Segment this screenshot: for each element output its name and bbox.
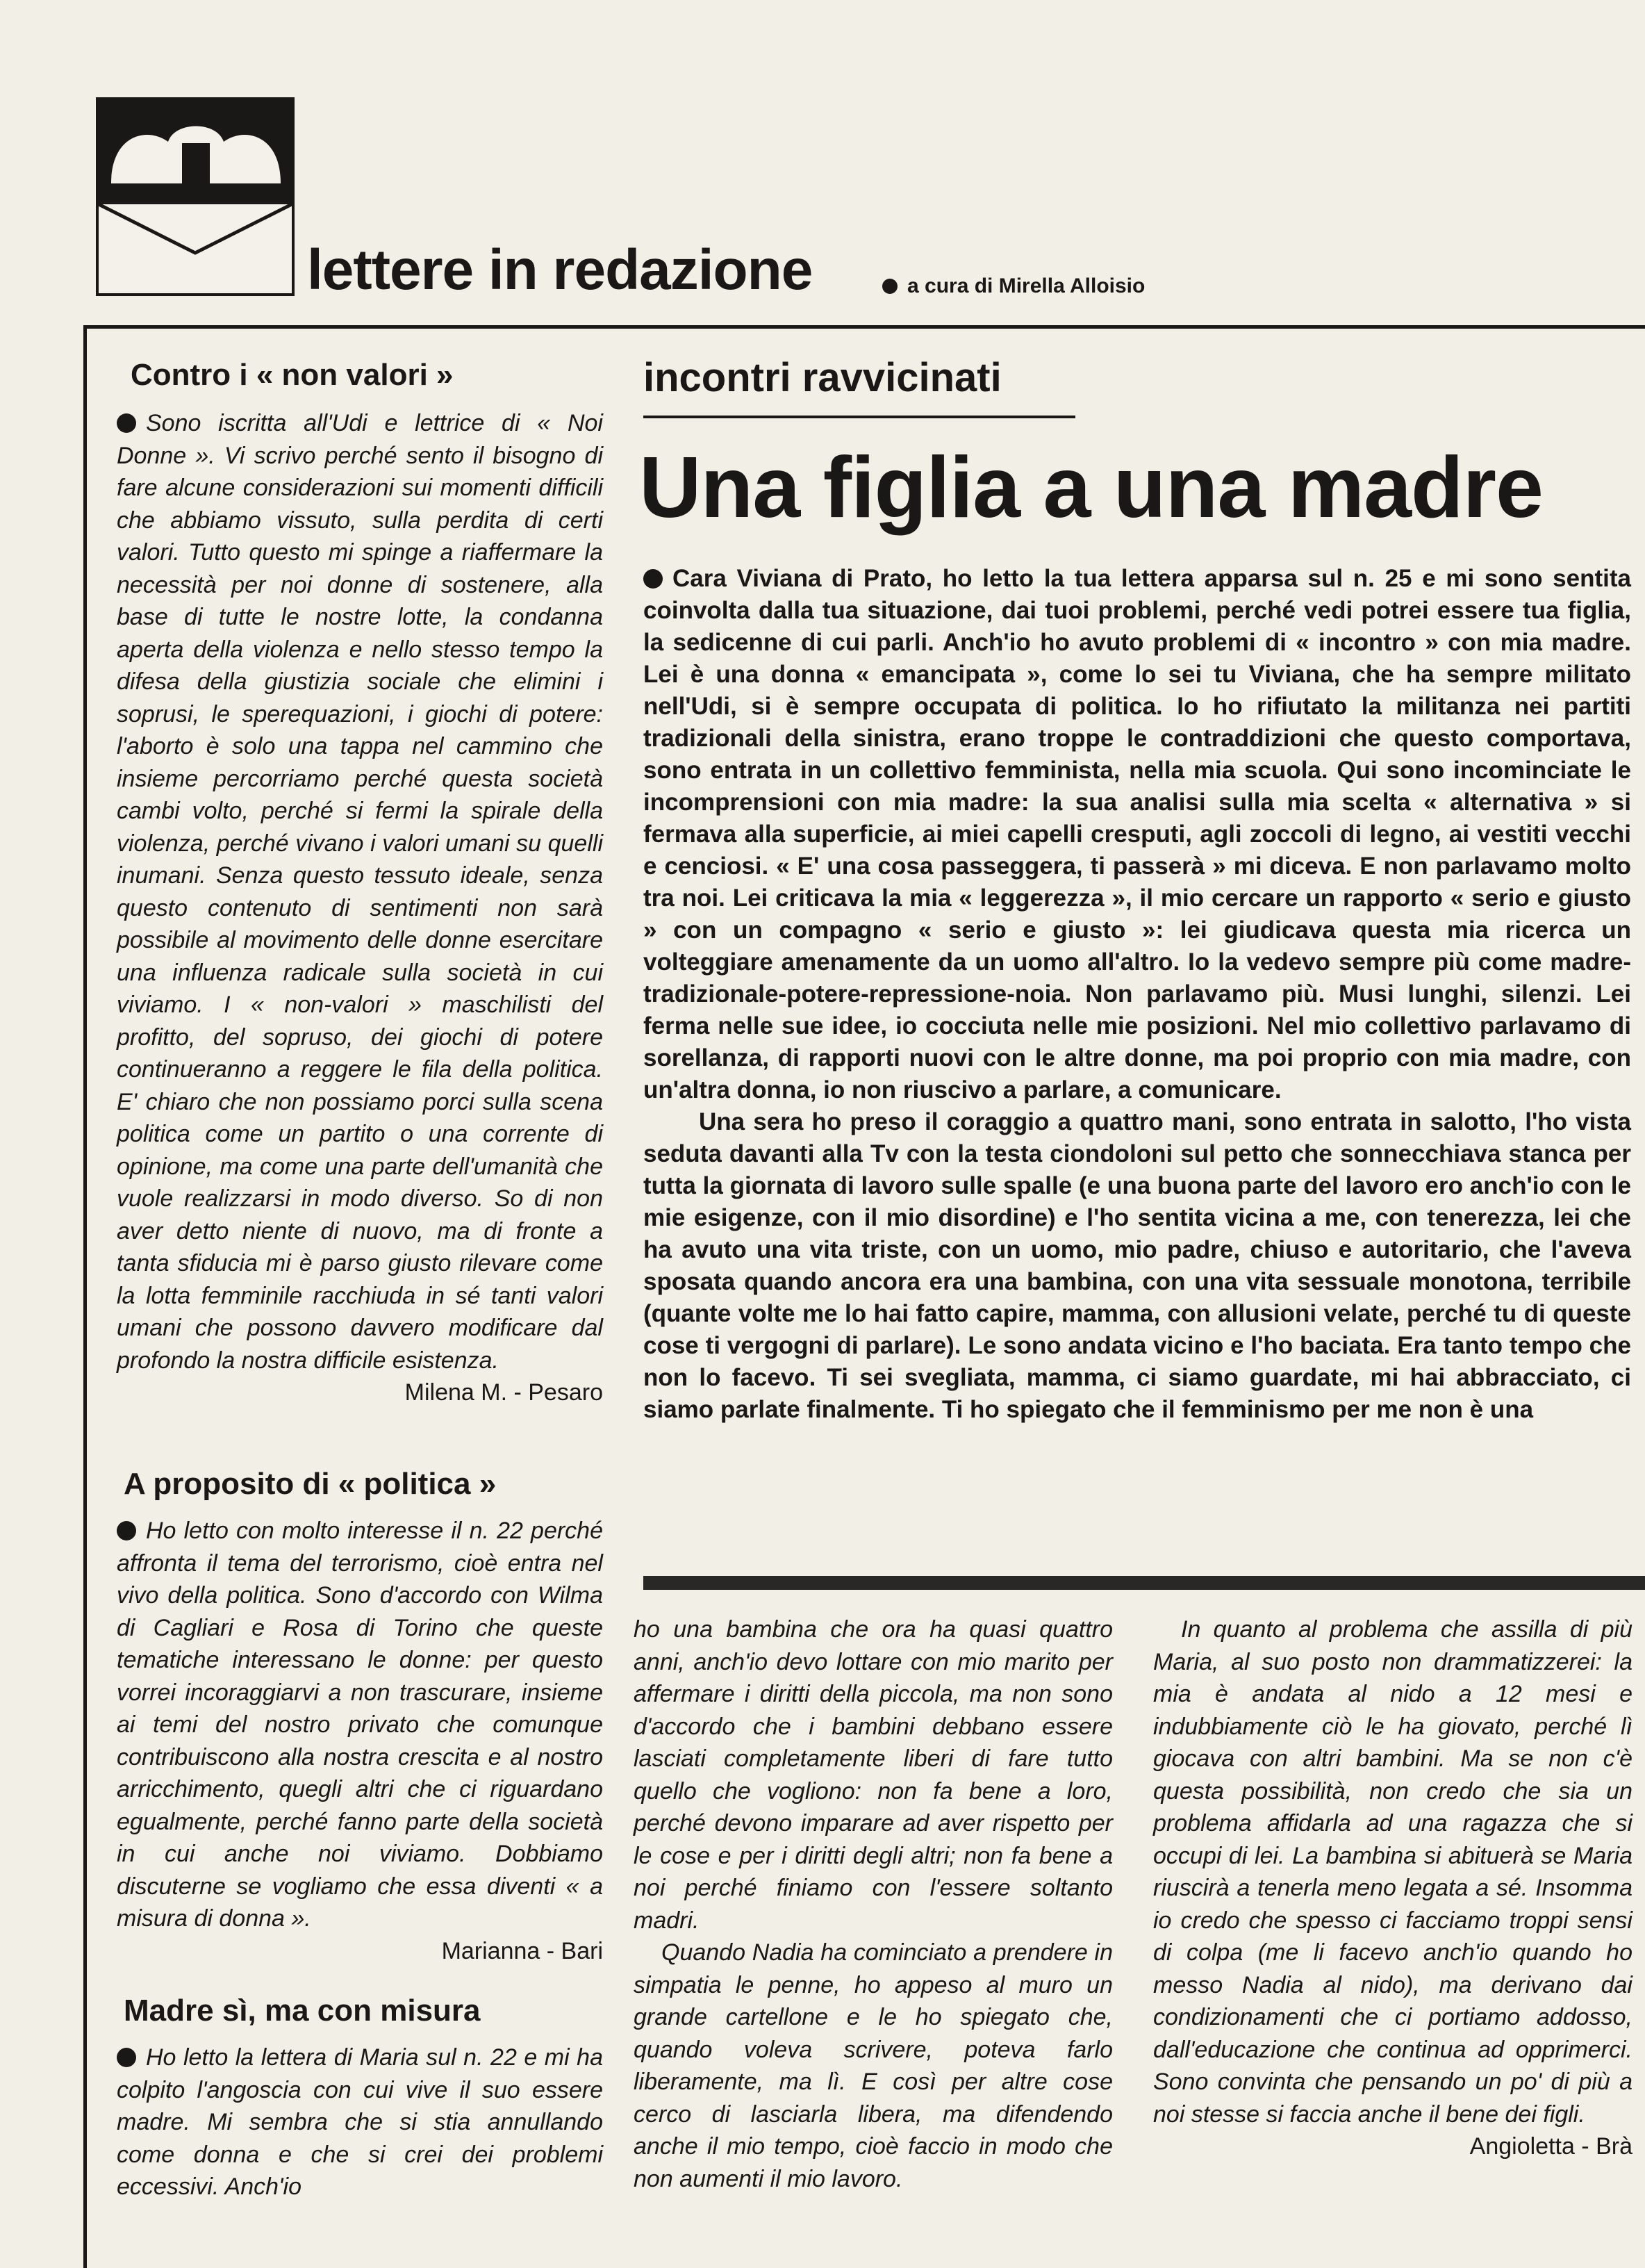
bullet-icon bbox=[882, 279, 898, 294]
letter-heading: A proposito di « politica » bbox=[124, 1467, 497, 1501]
bullet-icon bbox=[117, 2048, 136, 2067]
section-title: lettere in redazione bbox=[307, 238, 813, 302]
letter-madre bbox=[117, 1994, 603, 2203]
letter-heading: Madre sì, ma con misura bbox=[124, 1994, 481, 2028]
credit-text: a cura di Mirella Alloisio bbox=[907, 274, 1146, 297]
letter-body: Ho letto con molto interesse il n. 22 perché affronta il tema del terrorismo, cioè entra nel vivo della politica. Sono d'accordo con Wilma di Cagliari e Rosa di Torino che queste tematiche interessano le donne: per questo vorrei incoraggiarvi a non trascurare, insieme ai temi del nostro privato che comunque contribuiscono alla nostra crescita e al nostro arricchimento, quegli altri che ci riguardano egualmente, perché fanno parte della società in cui anche noi viviamo. Dobbiamo discuterne se vogliamo che essa diventi « a misura di donna ». bbox=[117, 1518, 603, 1932]
article-paragraph: In quanto al problema che assilla di più Maria, al suo posto non drammatizzerei: la mia è andata al nido a 12 mesi e indubbiamente ciò le ha giovato, perché lì giocava con altri bambini. Ma se non c'è questa possibilità, non credo che sia un problema affidarla ad una ragazza che si occupi di lei. La bambina si abituerà se Maria riuscirà a tenerla meno legata a sé. Insomma io credo che spesso ci facciamo troppi sensi di colpa (me li facevo anch'io quando ho messo Nadia al nido), ma derivano dai condizionamenti che ci portiamo addosso, dall'educazione che continua ad opprimerci. Sono convinta che pensando un po' di più a noi stesse si faccia anche il bene dei figli. bbox=[1153, 1616, 1632, 2128]
top-rule bbox=[83, 325, 1645, 329]
letter-signature: Milena M. - Pesaro bbox=[404, 1379, 603, 1406]
letter-body: Ho letto la lettera di Maria sul n. 22 e mi ha colpito l'angoscia con cui vive il suo essere madre. Mi sembra che si stia annullando come donna e che si crei dei problemi eccessivi. Anch'io bbox=[117, 2044, 603, 2201]
envelope-icon bbox=[99, 100, 292, 293]
article-paragraph: Una sera ho preso il coraggio a quattro mani, sono entrata in salotto, l'ho vista seduta davanti alla Tv con la testa ciondoloni sul petto che sonnecchiava stanca per tutta la giornata di lavoro sulle spalle (e una buona parte del lavoro ero anch'io con le mie esigenze, con il mio disordine) e l'ho sentita vicina a me, con tenerezza, lei che ha avuto una vita triste, con un uomo, mio padre, chiuso e autoritario, che l'aveva sposata quando ancora era una bambina, con una vita sessuale monotona, terribile (quante volte me lo hai fatto capire, mamma, con allusioni velate, perché tu di queste cose ti vergogni di parlare). Le sono andata vicino e l'ho baciata. Era tanto tempo che non lo facevo. Ti sei svegliata, mamma, ci siamo guardate, mi hai abbracciato, ci siamo parlate finalmente. Ti ho spiegato che il femminismo per me non è una bbox=[643, 1108, 1631, 1423]
article-body bbox=[643, 563, 1631, 1426]
letter-signature: Marianna - Bari bbox=[441, 1937, 603, 1964]
article-column-3 bbox=[1153, 1613, 1632, 2162]
letter-politica bbox=[117, 1468, 603, 1967]
article-rubric: incontri ravvicinati bbox=[643, 355, 1002, 400]
article-column-2 bbox=[634, 1613, 1113, 2195]
article-paragraph: ho una bambina che ora ha quasi quattro anni, anch'io devo lottare con mio marito per affermare i diritti della piccola, ma non sono d'accordo che i bambini debbano essere lasciati completamente liberi di fare tutto quello che vogliono: non fa bene a loro, perché devono imparare ad aver rispetto per le cose e per i diritti degli altri; non fa bene a noi perché finiamo con l'essere soltanto madri. bbox=[634, 1616, 1113, 1934]
bullet-icon bbox=[643, 569, 663, 589]
rubric-rule bbox=[643, 416, 1075, 418]
article-headline: Una figlia a una madre bbox=[639, 440, 1544, 536]
article-paragraph: Cara Viviana di Prato, ho letto la tua lettera apparsa sul n. 25 e mi sono sentita coinvolta dalla tua situazione, dai tuoi problemi, perché vedi potrei essere tua figlia, la sedicenne di cui parli. Anch'io ho avuto problemi di « incontro » con mia madre. Lei è una donna « emancipata », come lo sei tu Viviana, che ha sempre militato nell'Udi, si è sempre occupata di politica. Io ho rifiutato la militanza nei partiti tradizionali della sinistra, erano troppe le contraddizioni che questo comportava, sono entrata in un collettivo femminista, nella mia scuola. Qui sono incominciate le incomprensioni con mia madre: la sua analisi sulla mia scelta « alternativa » si fermava alla superficie, ai miei capelli cresputi, agli zoccoli di legno, ai vestiti vecchi e cenciosi. « E' una cosa passeggera, ti passerà » mi diceva. E non parlavamo molto tra noi. Lei criticava la mia « leggerezza », il mio cercare un rapporto « serio e giusto » con un compagno « serio e giusto »: lei giudicava questa mia ricerca un volteggiare amenamente da un uomo all'altro. Io la vedevo sempre più come madre-tradizionale-potere-repressione-noia. Non parlavamo più. Musi lunghi, silenzi. Lei ferma nelle sue idee, io cocciuta nelle mie posizioni. Nel mio collettivo parlavamo di sorellanza, di rapporti nuovi con le altre donne, ma poi proprio con mia madre, con un'altra donna, io non riuscivo a parlare, a comunicare. bbox=[643, 565, 1631, 1103]
letter-non-valori bbox=[117, 359, 603, 1408]
article-signature: Angioletta - Brà bbox=[1469, 2133, 1632, 2160]
column-divider-bar bbox=[643, 1576, 1645, 1590]
bullet-icon bbox=[117, 413, 136, 433]
letter-body: Sono iscritta all'Udi e lettrice di « Noi Donne ». Vi scrivo perché sento il bisogno di fare alcune considerazioni sui momenti difficili che abbiamo vissuto, sulla perdita di certi valori. Tutto questo mi spinge a riaffermare la necessità per noi donne di sostenere, alla base di tutte le nostre lotte, la condanna aperta della violenza e nello stesso tempo la difesa della giustizia sociale che elimini i soprusi, le sperequazioni, i giochi di potere: l'aborto è solo una tappa nel cammino che insieme percorriamo perché questa società cambi volto, perché si fermi la spirale della violenza, perché vivano i valori umani su quelli inumani. Senza questo tessuto ideale, senza questo contenuto di sentimenti non sarà possibile al movimento delle donne esercitare una influenza radicale sulla società in cui viviamo. I « non-valori » maschilisti del profitto, del sopruso, dei giochi di potere continueranno a reggere le fila della politica. E' chiaro che non possiamo porci sulla scena politica come un partito o una corrente di opinione, ma come una parte dell'umanità che vuole realizzarsi in modo diverso. So di non aver detto niente di nuovo, ma di fronte a tanta sfiducia mi è parso giusto rilevare come la lotta femminile racchiuda in sé tanti valori umani che possono davvero modificare dal profondo la nostra difficile esistenza. bbox=[117, 410, 603, 1374]
left-rule bbox=[83, 325, 87, 2268]
envelope-logo bbox=[96, 97, 295, 296]
section-credit bbox=[882, 274, 1145, 298]
letter-heading: Contro i « non valori » bbox=[131, 358, 454, 392]
bullet-icon bbox=[117, 1521, 136, 1540]
article-paragraph: Quando Nadia ha cominciato a prendere in simpatia le penne, ho appeso al muro un grande cartellone e le ho spiegato che, quando voleva scrivere, poteva farlo liberamente, ma lì. E così per altre cose cerco di lasciarla libera, ma difendendo anche il mio tempo, cioè faccio in modo che non aumenti il mio lavoro. bbox=[634, 1939, 1113, 2192]
